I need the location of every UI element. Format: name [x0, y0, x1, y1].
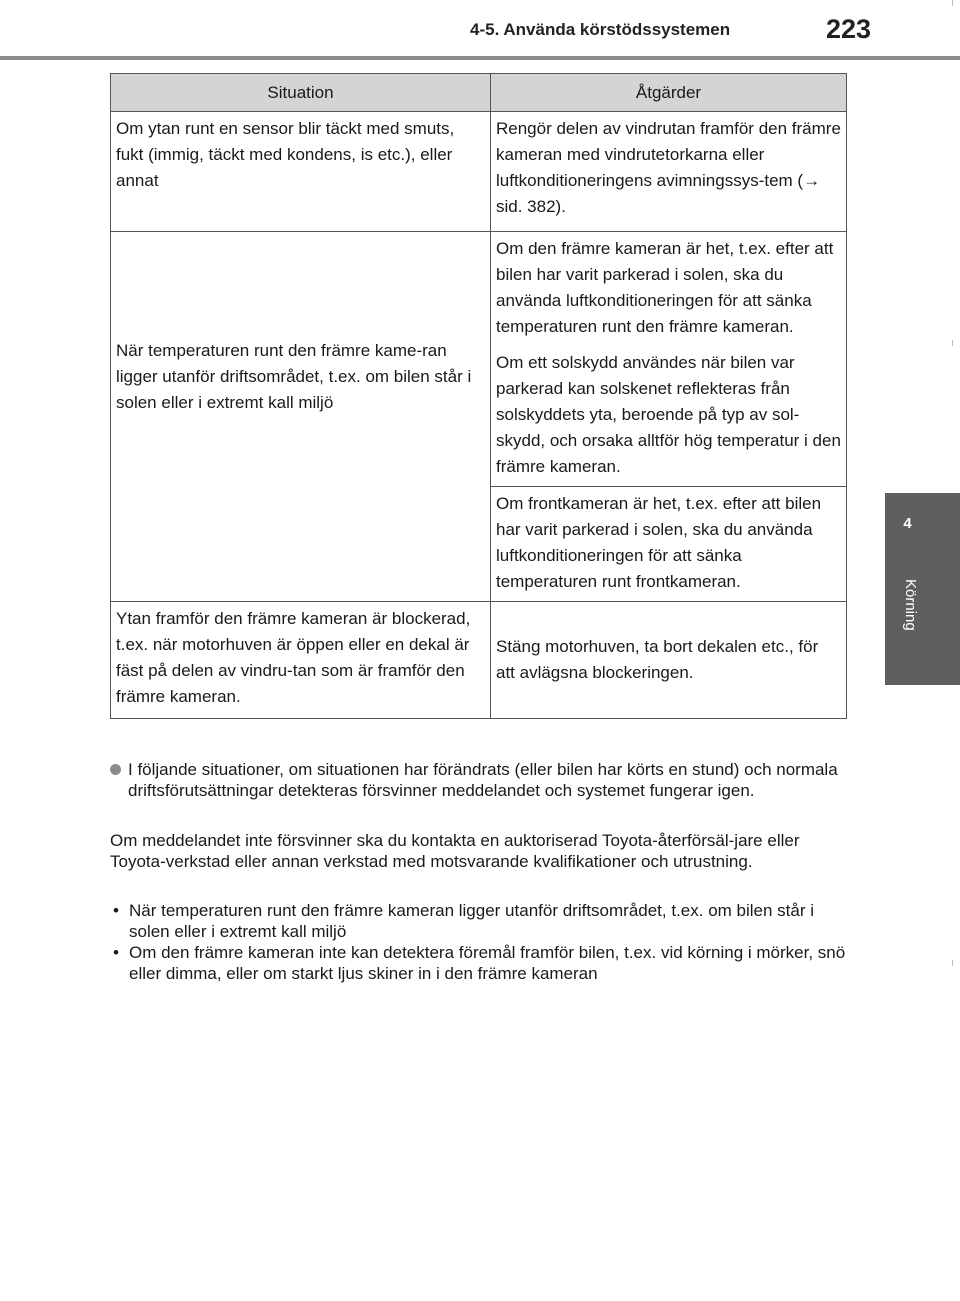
- actions-cell: [491, 602, 847, 719]
- condition-list: [110, 900, 850, 984]
- section-title: 4-5. Använda körstödssystemen: [470, 20, 731, 39]
- situation-cell: [111, 112, 491, 232]
- crop-mark: [952, 960, 953, 966]
- list-item: [110, 900, 850, 942]
- cell-text: Om ytan runt en sensor blir täckt med smuts, fukt (immig, täckt med kondens, is etc.), eller annat: [116, 119, 455, 190]
- cell-text: Om den främre kameran är het, t.ex. efter att bilen har varit parkerad i solen, ska du använda luftkonditioneringen för att sänka temperaturen runt den främre kameran.: [496, 239, 834, 336]
- situation-table: [110, 73, 847, 719]
- header-rule: [0, 56, 960, 60]
- list-bullet-icon: •: [113, 901, 119, 920]
- actions-cell: [491, 487, 847, 602]
- list-bullet-icon: •: [113, 943, 119, 962]
- chapter-label: Körning: [902, 579, 919, 631]
- bullet-dot-icon: [110, 764, 121, 775]
- column-header-actions: Åtgärder: [491, 74, 847, 112]
- crop-mark: [952, 340, 953, 346]
- bullet-text: I följande situationer, om situationen har förändrats (eller bilen har körts en stund) och normala driftsförutsättningar detekteras försvinner meddelandet och systemet fungerar igen.: [128, 760, 838, 800]
- table-row: [111, 602, 847, 719]
- list-item: [110, 942, 850, 984]
- cell-text: Om frontkameran är het, t.ex. efter att bilen har varit parkerad i solen, ska du använda luftkonditioneringen för att sänka temperaturen runt frontkameran.: [496, 494, 822, 591]
- chapter-number: 4: [903, 515, 912, 532]
- info-bullet: [110, 759, 850, 801]
- cell-text: Ytan framför den främre kameran är blockerad, t.ex. när motorhuven är öppen eller en dekal är fäst på delen av vindru-tan som är framför den främre kameran.: [116, 609, 471, 706]
- cell-text: Rengör delen av vindrutan framför den främre kameran med vindrutetorkarna eller luftkonditioneringens avimningssys-tem (→ sid. 382).: [496, 119, 841, 216]
- cell-text: När temperaturen runt den främre kame-ran ligger utanför driftsområdet, t.ex. om bilen står i solen eller i extremt kall miljö: [116, 340, 472, 412]
- table-header-row: [111, 74, 847, 112]
- situation-cell: [111, 602, 491, 719]
- body-paragraph: Om meddelandet inte försvinner ska du kontakta en auktoriserad Toyota-återförsäl-jare eller Toyota-verkstad eller annan verkstad med motsvarande kvalifikationer och utrustning.: [110, 831, 800, 871]
- situation-cell: [111, 232, 491, 602]
- chapter-tab: [885, 493, 960, 685]
- cell-text: Stäng motorhuven, ta bort dekalen etc., för att avlägsna blockeringen.: [496, 637, 819, 682]
- cell-text: Om ett solskydd användes när bilen var parkerad kan solskenet reflekteras från solskyddets yta, beroende på typ av sol-skydd, och orsaka alltför hög temperatur i den främre kameran.: [496, 353, 841, 476]
- table-row: [111, 112, 847, 232]
- list-item-text: När temperaturen runt den främre kameran ligger utanför driftsområdet, t.ex. om bilen står i solen eller i extremt kall miljö: [129, 901, 815, 941]
- column-header-situation: Situation: [111, 74, 491, 112]
- actions-cell: [491, 232, 847, 487]
- actions-cell: [491, 112, 847, 232]
- table-row: [111, 232, 847, 487]
- list-item-text: Om den främre kameran inte kan detektera föremål framför bilen, t.ex. vid körning i mörker, snö eller dimma, eller om starkt ljus skiner in i den främre kameran: [129, 943, 846, 983]
- crop-mark: [952, 0, 953, 6]
- page-number: 223: [826, 14, 872, 44]
